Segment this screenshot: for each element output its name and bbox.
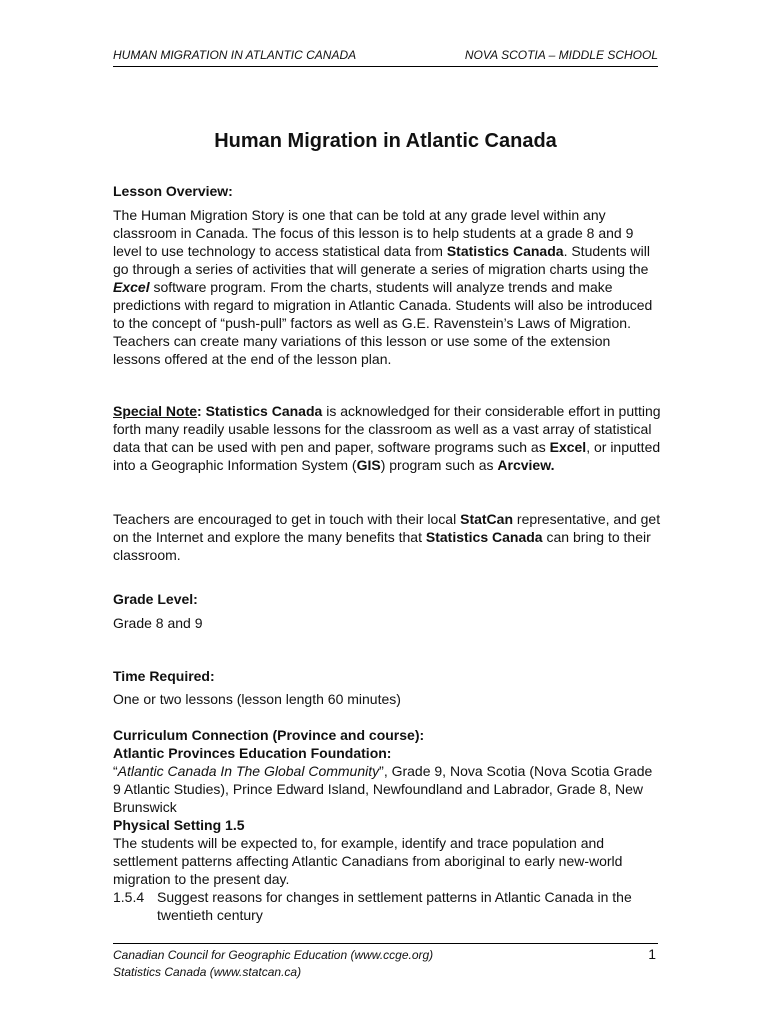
- special-note-text-2: , or inputted into a Geographic Information System (: [113, 439, 661, 473]
- header-left-title: HUMAN MIGRATION IN ATLANTIC CANADA: [113, 48, 357, 62]
- page-header: [113, 46, 658, 67]
- special-note-excel: Excel: [549, 439, 587, 455]
- lesson-overview-heading: Lesson Overview:: [113, 183, 233, 199]
- document-title: Human Migration in Atlantic Canada: [214, 130, 557, 152]
- time-required-heading: Time Required:: [113, 668, 215, 684]
- grade-level-heading: Grade Level:: [113, 591, 198, 607]
- time-required-value: One or two lessons (lesson length 60 minutes): [113, 691, 401, 707]
- outcome-number: 1.5.4: [113, 889, 145, 905]
- lesson-overview-text-2: . Students will go through a series of activities that will generate a series of migration charts using the: [113, 243, 650, 277]
- curriculum-heading: Curriculum Connection (Province and course):: [113, 727, 425, 743]
- page-number: 1: [648, 946, 656, 962]
- special-note-label: Special Note: [113, 403, 198, 419]
- special-note-paragraph: [113, 402, 661, 474]
- course-description: [113, 762, 661, 816]
- footer-line-statcan: Statistics Canada (www.statcan.ca): [113, 965, 302, 979]
- page-footer: [113, 943, 658, 981]
- header-right-title: NOVA SCOTIA – MIDDLE SCHOOL: [464, 48, 658, 62]
- special-note-text-1: is acknowledged for their considerable effort in putting forth many readily usable lessons for the classroom as well as a vast array of statistical data that can be used with pen and paper, software programs such as: [113, 403, 661, 455]
- excel-emphasis: Excel: [113, 279, 150, 295]
- teachers-text-2: representative, and get on the Internet and explore the many benefits that: [113, 511, 661, 545]
- foundation-heading: Atlantic Provinces Education Foundation:: [113, 745, 392, 761]
- special-note-org: Statistics Canada: [205, 403, 323, 419]
- physical-setting-text: The students will be expected to, for example, identify and trace population and settlement patterns affecting Atlantic Canadians from aboriginal to early new-world migration to the present day.: [113, 835, 623, 887]
- course-detail: , Grade 9, Nova Scotia (Nova Scotia Grade 9 Atlantic Studies), Prince Edward Island, Newfoundland and Labrador, Grade 8, New Brunswick: [113, 763, 653, 815]
- teachers-paragraph: [113, 510, 661, 564]
- special-note-arcview: Arcview.: [497, 457, 555, 473]
- open-quote: “: [113, 763, 118, 779]
- teachers-text-3: can bring to their classroom.: [113, 529, 651, 563]
- outcome-item: [113, 888, 661, 924]
- teachers-org: Statistics Canada: [425, 529, 543, 545]
- lesson-overview-text-1: The Human Migration Story is one that can be told at any grade level within any classroom in Canada. The focus of this lesson is to help students at a grade 8 and 9 level to use technology to access statistical data from: [113, 207, 634, 259]
- grade-level-value: Grade 8 and 9: [113, 615, 203, 631]
- special-note-text-3: ) program such as: [380, 457, 498, 473]
- statistics-canada-emphasis: Statistics Canada: [446, 243, 564, 259]
- lesson-overview-paragraph: [113, 206, 661, 368]
- physical-setting-heading: Physical Setting 1.5: [113, 817, 245, 833]
- special-note-gis: GIS: [356, 457, 381, 473]
- teachers-text-1: Teachers are encouraged to get in touch with their local: [113, 511, 461, 527]
- teachers-statcan: StatCan: [460, 511, 514, 527]
- special-note-colon: :: [197, 403, 206, 419]
- curriculum-section: [113, 726, 661, 924]
- course-title: Atlantic Canada In The Global Community: [117, 763, 380, 779]
- close-quote: ”: [379, 763, 384, 779]
- lesson-overview-text-3: software program. From the charts, students will analyze trends and make predictions with regard to migration in Atlantic Canada. Students will also be introduced to the concept of “push-pull” factors as well as G.E. Ravenstein’s Laws of Migration. Teachers can create many variations of this lesson or use some of the extension lessons offered at the end of the lesson plan.: [113, 279, 653, 367]
- footer-line-ccge: Canadian Council for Geographic Education (www.ccge.org): [113, 948, 434, 962]
- outcome-text: Suggest reasons for changes in settlement patterns in Atlantic Canada in the twentieth century: [157, 889, 632, 923]
